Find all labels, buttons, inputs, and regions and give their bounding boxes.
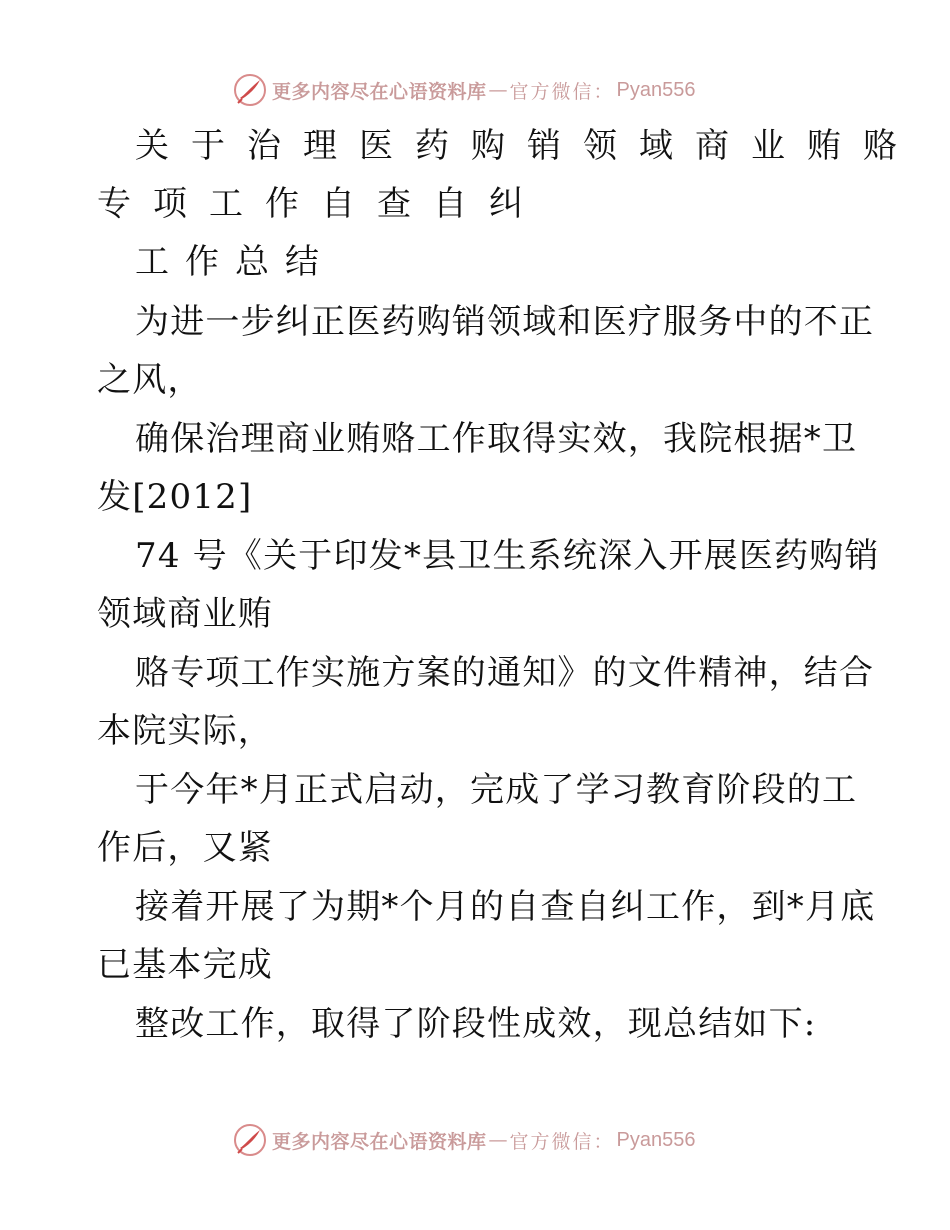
body-line-13: 整改工作，取得了阶段性成效，现总结如下: (135, 1004, 817, 1044)
body-line-9: 于今年*月正式启动，完成了学习教育阶段的工 (135, 770, 858, 810)
body-line-5: 74 号《关于印发*县卫生系统深入开展医药购销 (135, 536, 880, 576)
watermark-separator: — (488, 79, 508, 101)
watermark-brand: 更多内容尽在心语资料库 (272, 80, 487, 103)
watermark-wechat-id: Pyan556 (616, 78, 696, 101)
watermark-wechat-label: 官方微信： (509, 1130, 615, 1153)
watermark-wechat-id: Pyan556 (616, 1128, 696, 1151)
watermark-wechat-label: 官方微信： (509, 80, 615, 103)
body-line-12: 已基本完成 (97, 945, 273, 985)
body-line-1: 为进一步纠正医药购销领域和医疗服务中的不正 (135, 302, 875, 342)
body-line-4: 发[2012] (97, 477, 253, 517)
feather-pen-logo-icon (232, 1122, 268, 1158)
body-line-7: 赂专项工作实施方案的通知》的文件精神，结合 (135, 653, 875, 693)
body-line-11: 接着开展了为期*个月的自查自纠工作，到*月底 (135, 887, 876, 927)
body-line-2: 之风， (97, 360, 203, 400)
watermark-banner-bottom (232, 1120, 732, 1160)
document-title-line-1: 关于治理医药购销领域商业贿赂 (135, 126, 919, 166)
document-title-line-2: 专项工作自查自纠 (97, 184, 545, 224)
body-line-6: 领域商业贿 (97, 594, 273, 634)
body-line-3: 确保治理商业贿赂工作取得实效，我院根据*卫 (135, 419, 858, 459)
body-line-8: 本院实际， (97, 711, 273, 751)
watermark-separator: — (488, 1129, 508, 1151)
watermark-banner-top (232, 70, 732, 110)
document-title-line-3: 工作总结 (135, 242, 335, 282)
watermark-brand: 更多内容尽在心语资料库 (272, 1130, 487, 1153)
feather-pen-logo-icon (232, 72, 268, 108)
body-line-10: 作后，又紧 (97, 828, 273, 868)
